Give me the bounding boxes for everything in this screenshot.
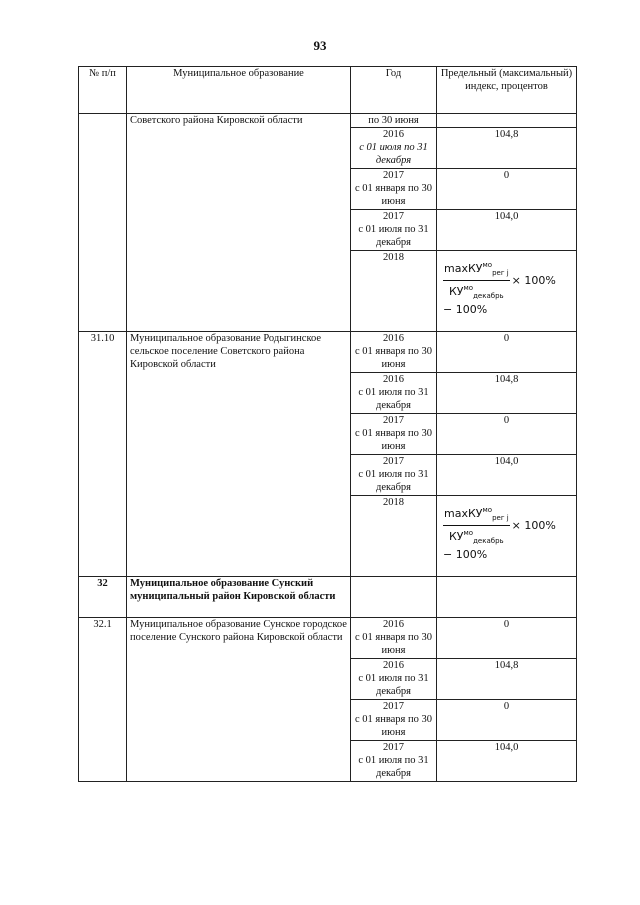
row-index — [437, 577, 577, 618]
row-index: 104,8 — [437, 659, 577, 700]
row-index: 0 — [437, 332, 577, 373]
header-year: Год — [351, 67, 437, 114]
row-num: 32.1 — [79, 618, 127, 782]
table-row — [79, 332, 577, 373]
period-text: с 01 июля по 31 декабря — [359, 142, 428, 166]
row-year: 2017 с 01 января по 30 июня — [351, 700, 437, 741]
row-year: 2016 с 01 января по 30 июня — [351, 618, 437, 659]
row-index — [437, 114, 577, 128]
period-text: с 01 января по 30 июня — [354, 183, 433, 207]
row-year: 2017 с 01 января по 30 июня — [351, 414, 437, 455]
header-index: Предельный (максимальный) индекс, процентов — [437, 67, 577, 114]
row-num: 31.10 — [79, 332, 127, 577]
row-year: по 30 июня — [351, 114, 437, 128]
year-value: 2017 — [383, 211, 404, 222]
index-formula — [437, 496, 577, 577]
row-year: 2016 с 01 января по 30 июня — [351, 332, 437, 373]
table-row — [79, 618, 577, 659]
row-index: 0 — [437, 700, 577, 741]
row-municipality: Муниципальное образование Сунский муниципальный район Кировской области — [127, 577, 351, 618]
table-header-row — [79, 67, 577, 114]
table-row — [79, 114, 577, 128]
row-municipality: Муниципальное образование Родыгинское сельское поселение Советского района Кировской области — [127, 332, 351, 577]
row-index: 104,0 — [437, 741, 577, 782]
row-index: 104,8 — [437, 128, 577, 169]
row-year: 2018 — [351, 251, 437, 332]
header-municipality: Муниципальное образование — [127, 67, 351, 114]
period-text: с 01 июля по 31 декабря — [358, 224, 429, 248]
row-municipality: Муниципальное образование Сунское городское поселение Сунского района Кировской области — [127, 618, 351, 782]
row-index: 0 — [437, 618, 577, 659]
row-index: 104,8 — [437, 373, 577, 414]
row-year — [351, 210, 437, 251]
row-index: 0 — [437, 169, 577, 210]
row-year: 2016 с 01 июля по 31 декабря — [351, 659, 437, 700]
row-year — [351, 577, 437, 618]
page-number: 93 — [313, 38, 327, 53]
index-formula — [437, 251, 577, 332]
formula: $\frac{\max КУ^{мо}_{рег j}}{КУ^{мо}_{декабрь}}$ × 100% − 100% — [443, 261, 556, 316]
row-num: 32 — [79, 577, 127, 618]
row-municipality: Советского района Кировской области — [127, 114, 351, 332]
tariff-index-table — [78, 66, 577, 782]
row-num — [79, 114, 127, 332]
row-index: 104,0 — [437, 455, 577, 496]
row-year: 2018 — [351, 496, 437, 577]
row-year: 2017 с 01 июля по 31 декабря — [351, 455, 437, 496]
formula: $\frac{\max КУ^{мо}_{рег j}}{КУ^{мо}_{декабрь}}$ × 100% − 100% — [443, 506, 556, 561]
row-year — [351, 128, 437, 169]
row-year: 2016 с 01 июля по 31 декабря — [351, 373, 437, 414]
year-value: 2017 — [383, 170, 404, 181]
row-year: 2017 с 01 июля по 31 декабря — [351, 741, 437, 782]
row-year — [351, 169, 437, 210]
header-num: № п/п — [79, 67, 127, 114]
row-index: 104,0 — [437, 210, 577, 251]
table-row — [79, 577, 577, 618]
row-index: 0 — [437, 414, 577, 455]
year-value: 2016 — [383, 129, 404, 140]
